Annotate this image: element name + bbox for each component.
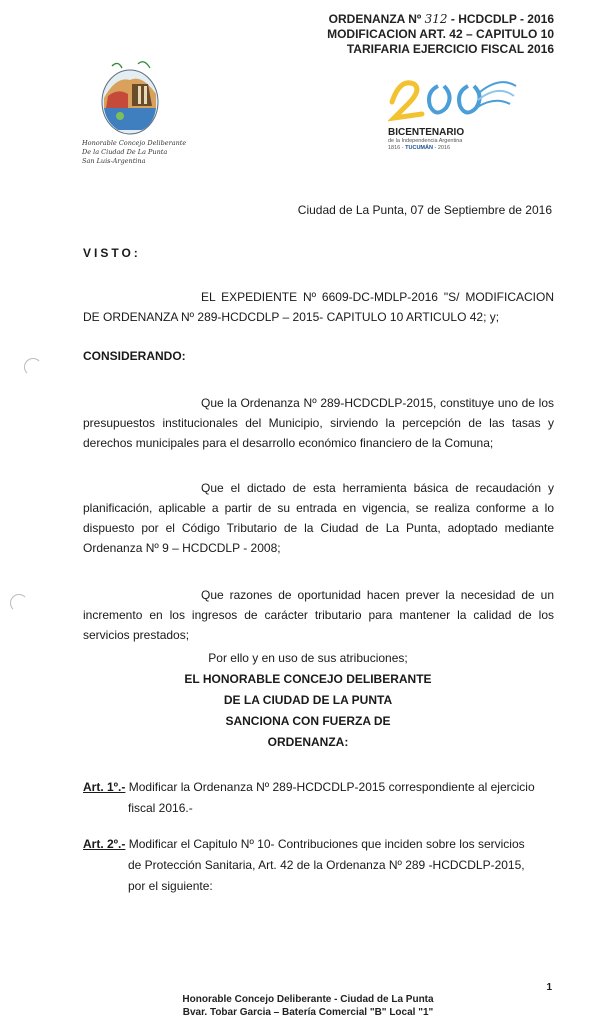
bicentenario-subtitle-1: de la Independencia Argentina [388,138,463,144]
article-2-label: Art. 2º.- [83,837,126,851]
article-1-label: Art. 1º.- [83,780,126,794]
por-ello-line: Por ello y en uso de sus atribuciones; [208,651,408,665]
council-logo-caption-3: San Luis-Argentina [82,157,146,165]
footer-line-1: Honorable Concejo Deliberante - Ciudad de La Punta [182,994,434,1005]
visto-paragraph [83,287,554,327]
article-2 [83,834,563,897]
header-line-1 [327,12,554,27]
article-2-text-1: Modificar el Capitulo Nº 10- Contribuciones que inciden sobre los servicios [128,837,525,851]
bicentenario-logo [388,72,518,152]
visto-heading: VISTO: [83,246,141,260]
footer-line-2: Bvar. Tobar Garcia – Batería Comercial "B" Local "1" [182,1007,434,1018]
date-line: Ciudad de La Punta, 07 de Septiembre de 2016 [297,203,552,217]
council-logo-caption-1: Honorable Concejo Deliberante [82,139,187,147]
page-footer [0,993,616,1019]
considerando-paragraph-2 [83,478,554,558]
considerando-text-3: Que razones de oportunidad hacen prever la necesidad de un incremento en los ingresos de carácter tributario para mantener la calidad de los servicios prestados; [83,588,554,642]
bicentenario-subtitle-2 [388,145,518,152]
article-2-line-2: de Protección Sanitaria, Art. 42 de la Ordenanza Nº 289 -HCDCDLP-2015, [128,858,525,872]
ordinance-header [327,12,554,57]
bicentenario-place: TUCUMÁN [405,145,433,151]
council-logo-caption-2: De la Ciudad De La Punta [82,148,168,156]
council-logo [82,58,192,165]
punch-hole-mark [24,358,42,376]
header-line-2: MODIFICACION ART. 42 – CAPITULO 10 [327,27,554,41]
considerando-heading: CONSIDERANDO: [83,349,186,363]
council-seal-icon [98,58,162,138]
header-ordinance-prefix: ORDENANZA Nº [328,12,422,26]
bicentenario-year-end: - 2016 [434,145,451,151]
article-1-text-1: Modificar la Ordenanza Nº 289-HCDCDLP-2015 correspondiente al ejercicio [128,780,535,794]
considerando-text-2: Que el dictado de esta herramienta básica de recaudación y planificación, aplicable a partir de su entrada en vigencia, se realiza conforme a lo dispuesto por el Código Tributario de la Ciudad de La Punta, adoptado mediante Ordenanza Nº 9 – HCDCDLP - 2008; [83,481,554,555]
article-1 [83,777,563,819]
article-2-line-1 [83,834,563,855]
bicentenario-200-icon [388,72,518,128]
considerando-paragraph-1 [83,393,554,453]
considerando-text-1: Que la Ordenanza Nº 289-HCDCDLP-2015, constituye uno de los presupuestos institucionales del Municipio, sirviendo la percepción de las tasas y derechos municipales para el desarrollo económico financiero de la Comuna; [83,396,554,450]
article-1-line-1 [83,777,563,798]
article-2-line-3: por el siguiente: [128,879,213,893]
article-1-line-2: fiscal 2016.- [128,801,193,815]
handwritten-ordinance-number: 312 [424,12,448,26]
header-ordinance-suffix: - HCDCDLP - 2016 [450,12,554,26]
bicentenario-title: BICENTENARIO [388,127,465,138]
punch-hole-mark [10,594,28,612]
sanciona-line-1: EL HONORABLE CONCEJO DELIBERANTE [184,672,432,686]
sanciona-line-3: SANCIONA CON FUERZA DE [225,714,391,728]
bicentenario-year-start: 1816 - [388,145,404,151]
sanciona-line-4: ORDENANZA: [267,735,349,749]
bicentenario-mark-text: 200 [388,72,390,73]
header-line-3: TARIFARIA EJERCICIO FISCAL 2016 [346,42,554,56]
considerando-paragraph-3 [83,585,554,645]
page-number: 1 [546,982,552,993]
sanciona-line-2: DE LA CIUDAD DE LA PUNTA [223,693,393,707]
visto-text: EL EXPEDIENTE Nº 6609-DC-MDLP-2016 "S/ MODIFICACION DE ORDENANZA Nº 289-HCDCDLP – 2015- CAPITULO 10 ARTICULO 42; y; [83,290,554,324]
